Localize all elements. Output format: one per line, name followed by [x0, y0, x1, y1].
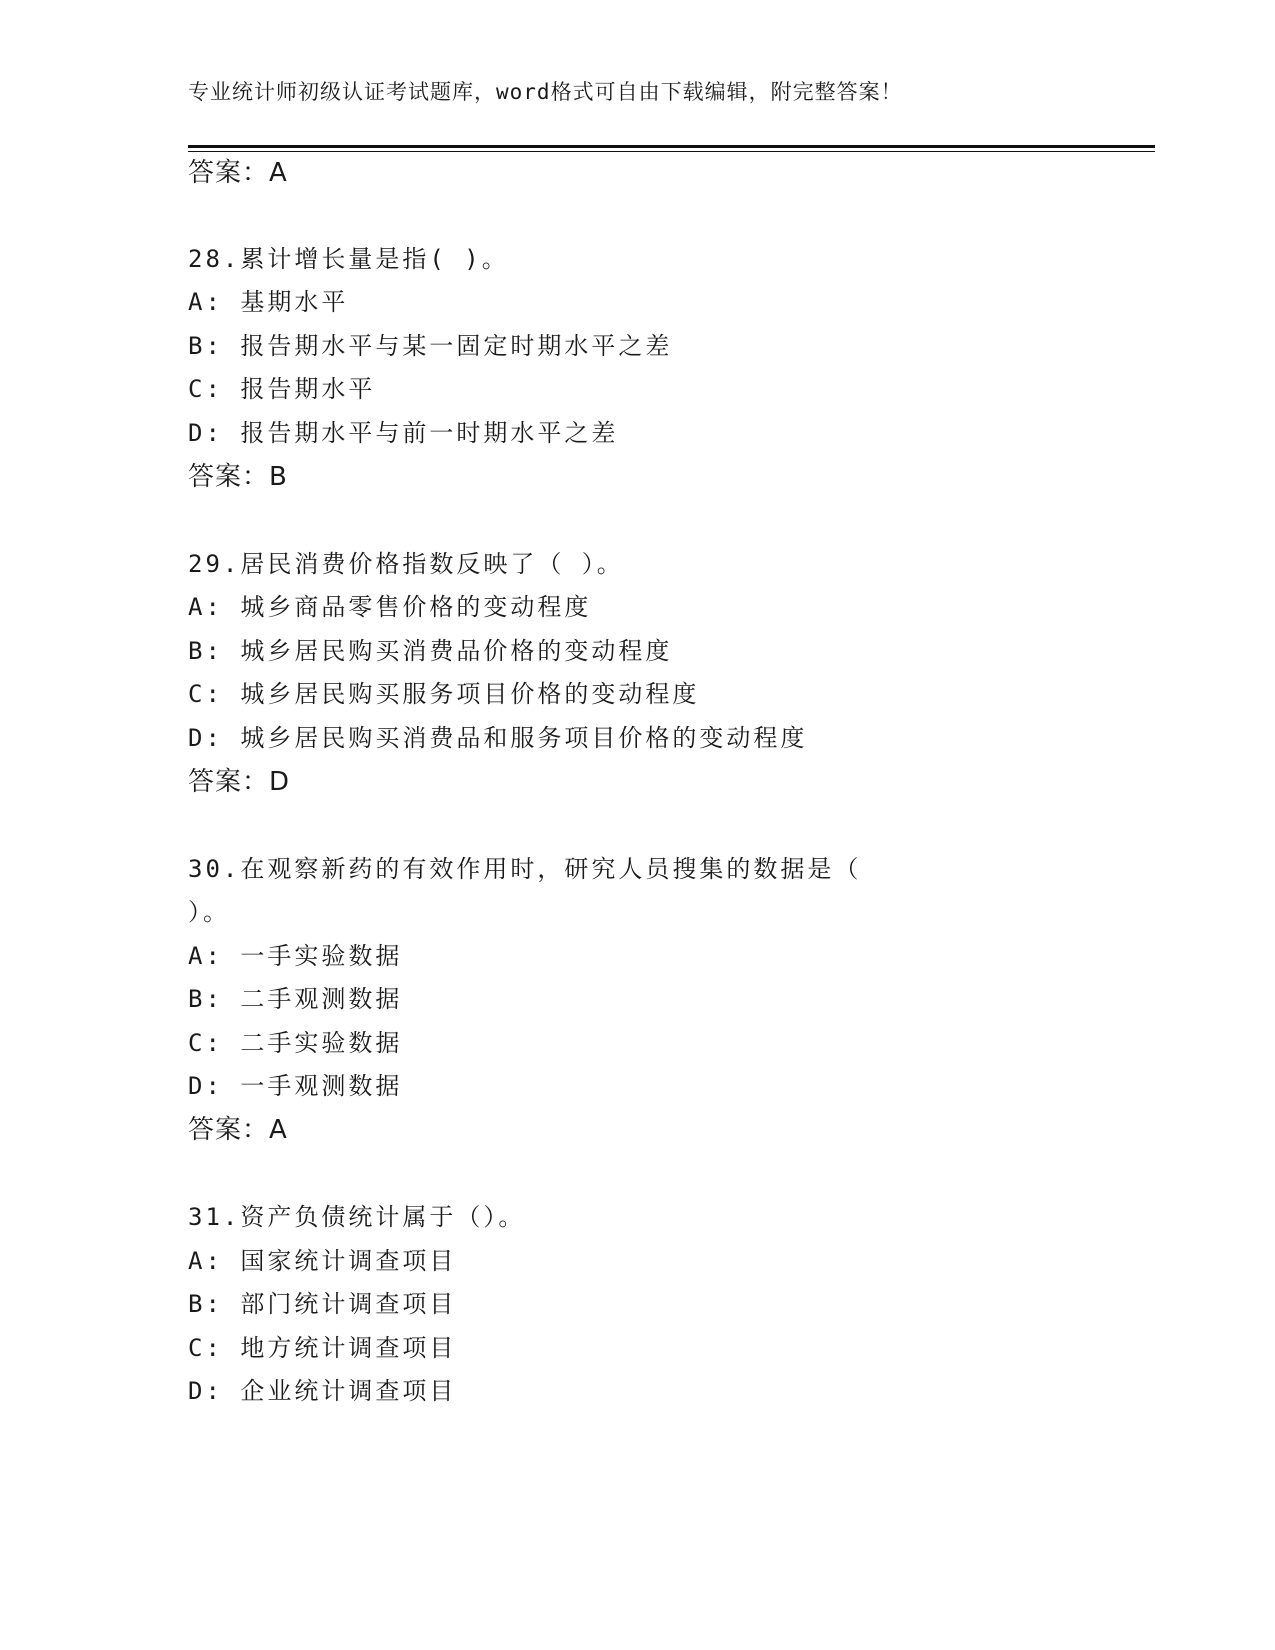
option-d: D: 城乡居民购买消费品和服务项目价格的变动程度	[188, 724, 808, 752]
question-stem: 28.累计增长量是指( )。	[188, 245, 509, 273]
option-c: C: 报告期水平	[188, 375, 376, 403]
option-b: B: 城乡居民购买消费品价格的变动程度	[188, 637, 673, 665]
option-a: A: 一手实验数据	[188, 942, 403, 970]
option-a: A: 基期水平	[188, 288, 349, 316]
question-stem: 31.资产负债统计属于（）。	[188, 1203, 526, 1231]
option-c: C: 地方统计调查项目	[188, 1334, 457, 1362]
answer: 答案：B	[188, 462, 288, 492]
option-a: A: 城乡商品零售价格的变动程度	[188, 593, 592, 621]
answer-prev: 答案：A	[188, 158, 288, 188]
answer: 答案：A	[188, 1115, 288, 1145]
question-stem-line1: 30.在观察新药的有效作用时，研究人员搜集的数据是（	[188, 855, 862, 883]
option-c: C: 城乡居民购买服务项目价格的变动程度	[188, 680, 700, 708]
option-a: A: 国家统计调查项目	[188, 1247, 457, 1275]
option-d: D: 一手观测数据	[188, 1072, 403, 1100]
header-rule-thin	[188, 151, 1155, 152]
option-b: B: 报告期水平与某一固定时期水平之差	[188, 332, 673, 360]
header-rule-thick	[188, 145, 1155, 148]
option-b: B: 二手观测数据	[188, 985, 403, 1013]
question-stem: 29.居民消费价格指数反映了（ ）。	[188, 550, 624, 578]
header-text: 专业统计师初级认证考试题库，word格式可自由下载编辑，附完整答案！	[188, 80, 903, 104]
question-stem-line2: ）。	[188, 898, 230, 926]
option-d: D: 企业统计调查项目	[188, 1377, 457, 1405]
option-b: B: 部门统计调查项目	[188, 1290, 457, 1318]
option-d: D: 报告期水平与前一时期水平之差	[188, 419, 619, 447]
option-c: C: 二手实验数据	[188, 1029, 403, 1057]
answer: 答案：D	[188, 767, 291, 797]
